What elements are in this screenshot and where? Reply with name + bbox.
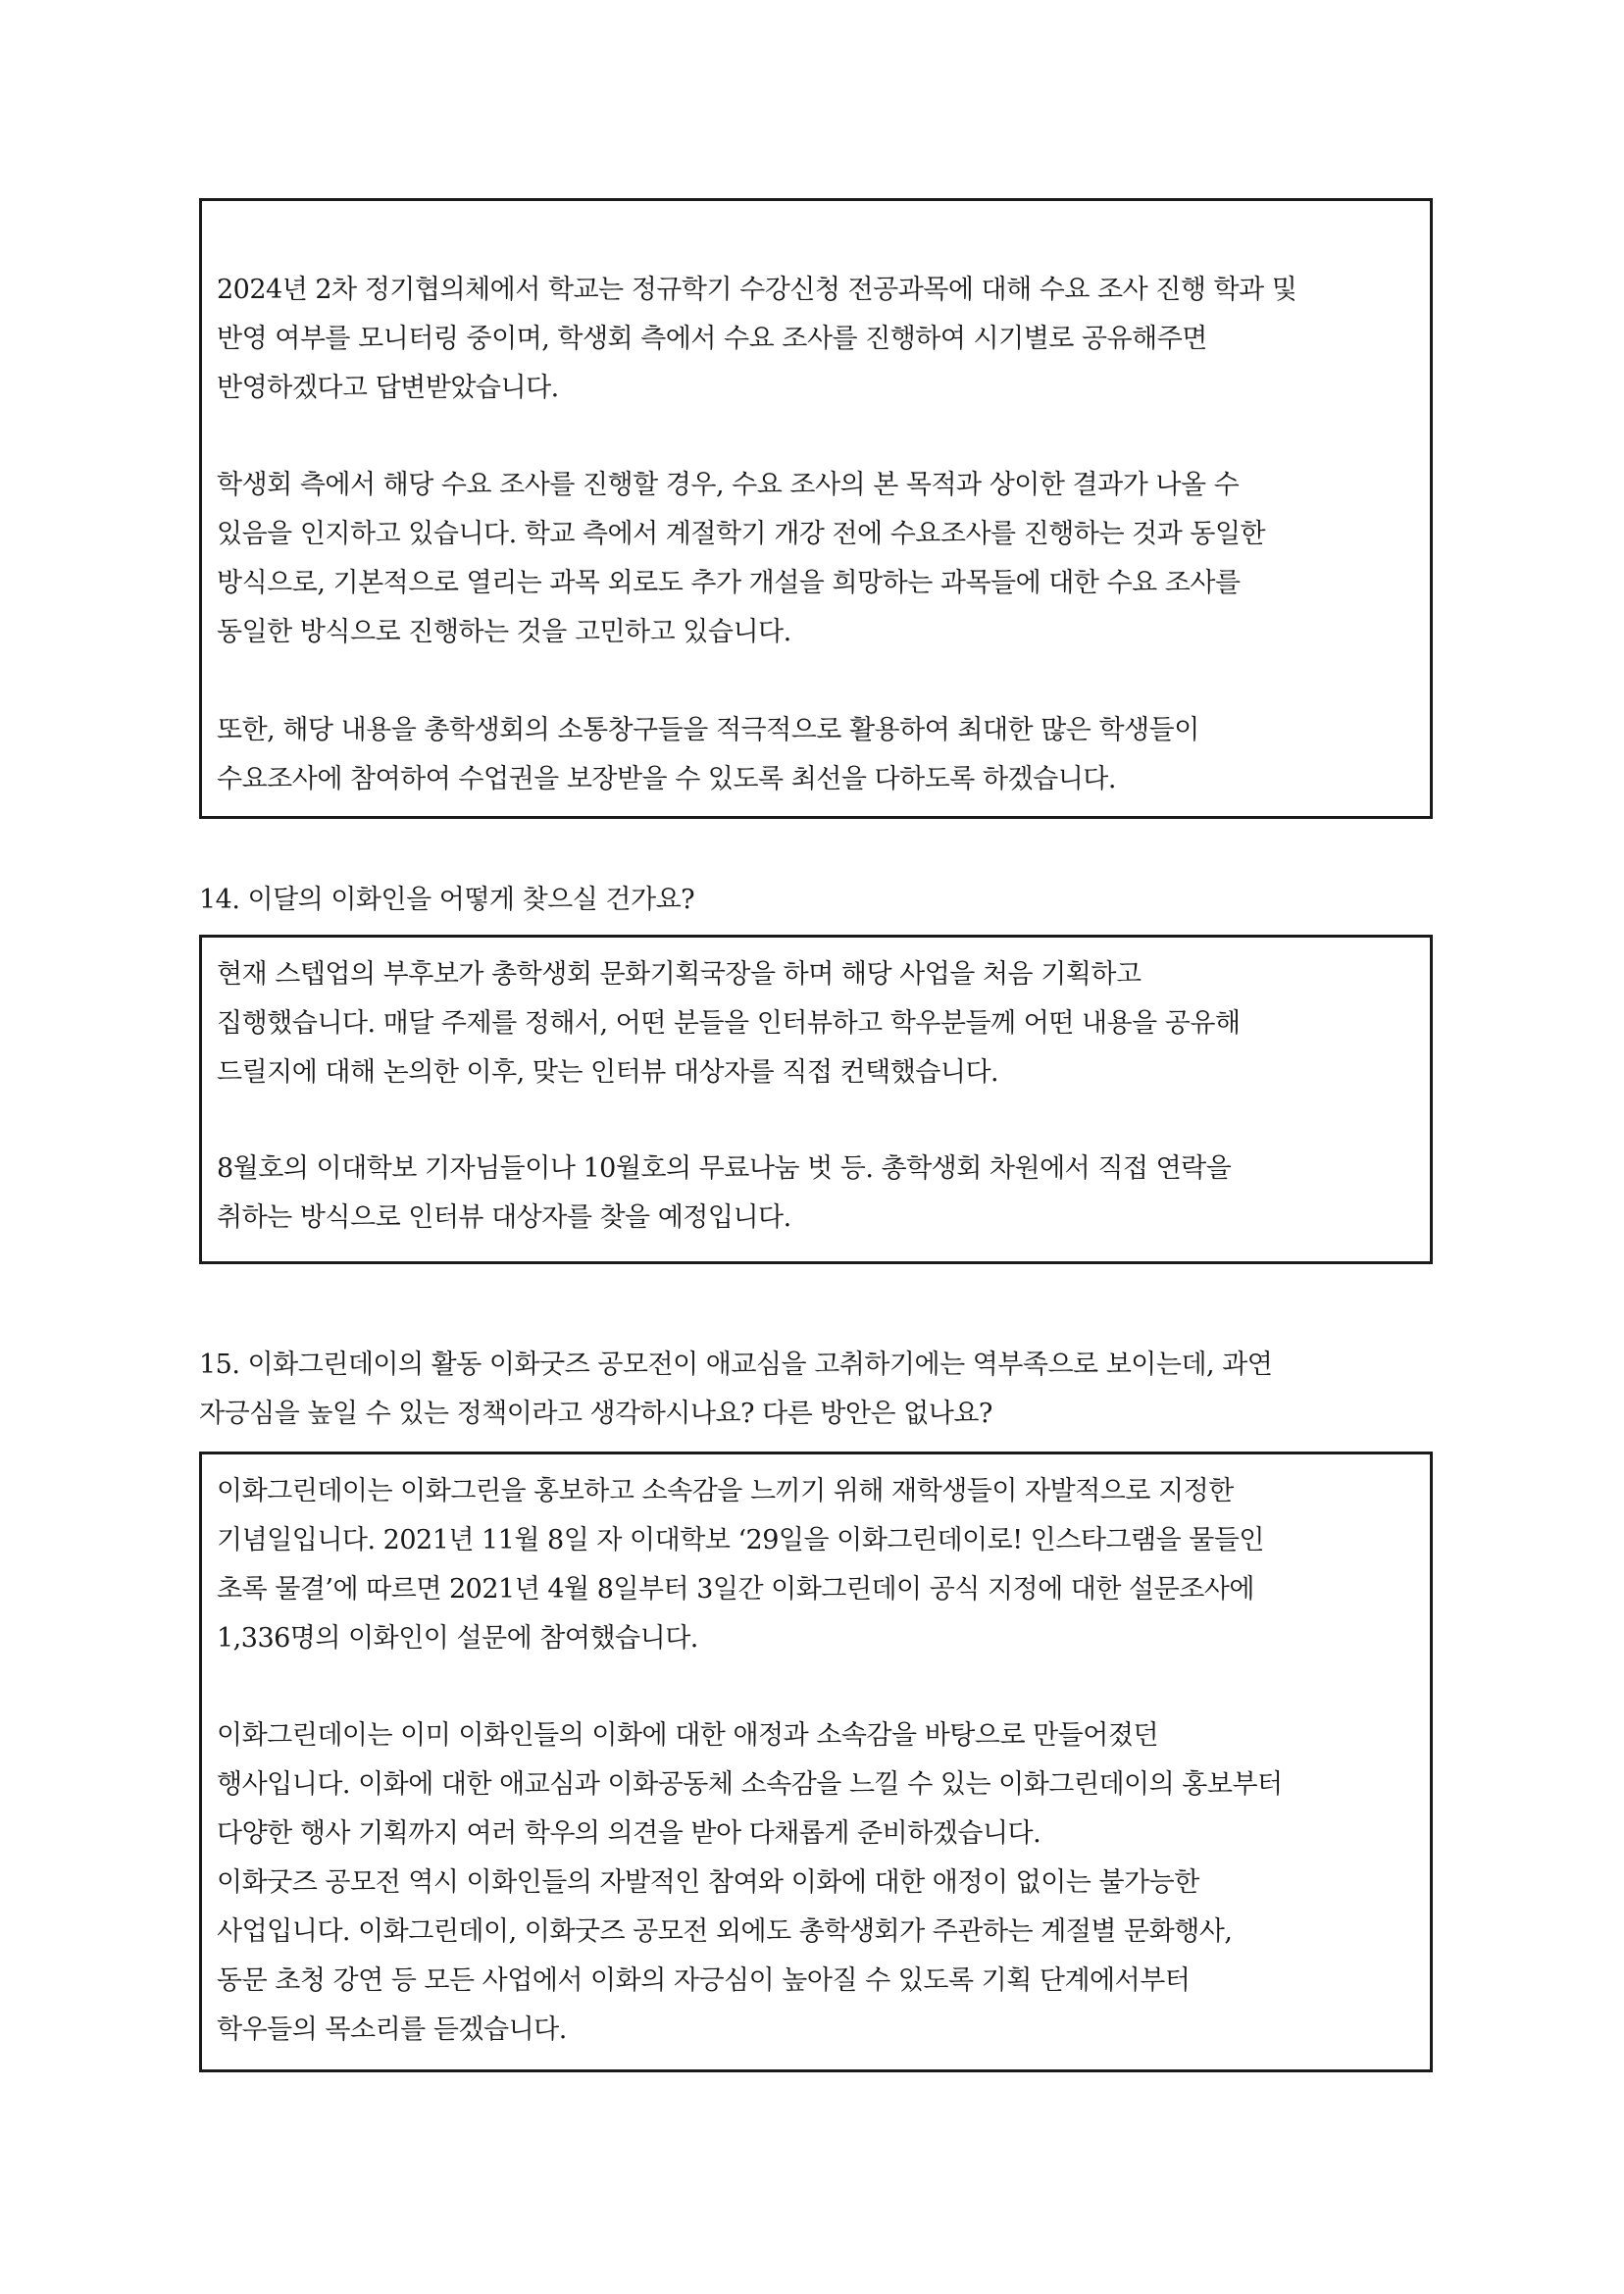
answer-text-line: 방식으로, 기본적으로 열리는 과목 외로도 추가 개설을 희망하는 과목들에 대한 수요 조사를	[217, 568, 1241, 598]
question-text-line: 14. 이달의 이화인을 어떻게 찾으실 건가요?	[199, 885, 695, 915]
question-15	[199, 1348, 1474, 1446]
answer-box-14	[199, 935, 1433, 1264]
answer-text-line: 드릴지에 대해 논의한 이후, 맞는 인터뷰 대상자를 직접 컨택했습니다.	[217, 1057, 999, 1088]
answer-text-line: 이화그린데이는 이화그린을 홍보하고 소속감을 느끼기 위해 재학생들이 자발적으로 지정한	[217, 1476, 1234, 1506]
answer-text-line: 또한, 해당 내용을 총학생회의 소통창구들을 적극적으로 활용하여 최대한 많은 학생들이	[217, 715, 1199, 745]
question-14	[199, 883, 1474, 932]
answer-text-line: 기념일입니다. 2021년 11월 8일 자 이대학보 ‘29일을 이화그린데이로! 인스타그램을 물들인	[217, 1525, 1264, 1555]
answer-text-line: 행사입니다. 이화에 대한 애교심과 이화공동체 소속감을 느낄 수 있는 이화그린데이의 홍보부터	[217, 1769, 1283, 1800]
answer-text-line: 2024년 2차 정기협의체에서 학교는 정규학기 수강신청 전공과목에 대해 수요 조사 진행 학과 및	[217, 275, 1297, 305]
answer-text-line: 동문 초청 강연 등 모든 사업에서 이화의 자긍심이 높아질 수 있도록 기획 단계에서부터	[217, 1965, 1191, 1996]
answer-text-line: 학우들의 목소리를 듣겠습니다.	[217, 2014, 567, 2045]
answer-text-line: 이화그린데이는 이미 이화인들의 이화에 대한 애정과 소속감을 바탕으로 만들어졌던	[217, 1720, 1159, 1751]
answer-text-line: 다양한 행사 기획까지 여러 학우의 의견을 받아 다채롭게 준비하겠습니다.	[217, 1818, 1041, 1849]
answer-text-line: 1,336명의 이화인이 설문에 참여했습니다.	[217, 1623, 698, 1654]
answer-box-15	[199, 1452, 1433, 2072]
answer-text-line: 있음을 인지하고 있습니다. 학교 측에서 계절학기 개강 전에 수요조사를 진행하는 것과 동일한	[217, 519, 1266, 549]
answer-text-line: 동일한 방식으로 진행하는 것을 고민하고 있습니다.	[217, 617, 791, 647]
question-text-line: 자긍심을 높일 수 있는 정책이라고 생각하시나요? 다른 방안은 없나요?	[199, 1399, 992, 1429]
answer-text-line: 집행했습니다. 매달 주제를 정해서, 어떤 분들을 인터뷰하고 학우분들께 어떤 내용을 공유해	[217, 1008, 1241, 1039]
answer-text-line: 반영하겠다고 답변받았습니다.	[217, 373, 559, 403]
answer-text-line: 현재 스텝업의 부후보가 총학생회 문화기획국장을 하며 해당 사업을 처음 기획하고	[217, 959, 1142, 990]
answer-box-13-continued	[199, 198, 1433, 819]
answer-text-line: 취하는 방식으로 인터뷰 대상자를 찾을 예정입니다.	[217, 1202, 791, 1233]
answer-text-line: 수요조사에 참여하여 수업권을 보장받을 수 있도록 최선을 다하도록 하겠습니다.	[217, 764, 1116, 794]
answer-text-line: 초록 물결’에 따르면 2021년 4월 8일부터 3일간 이화그린데이 공식 지정에 대한 설문조사에	[217, 1574, 1254, 1605]
answer-text-line: 사업입니다. 이화그린데이, 이화굿즈 공모전 외에도 총학생회가 주관하는 계절별 문화행사,	[217, 1916, 1233, 1947]
answer-text-line: 8월호의 이대학보 기자님들이나 10월호의 무료나눔 벗 등. 총학생회 차원에서 직접 연락을	[217, 1153, 1232, 1184]
answer-text-line: 반영 여부를 모니터링 중이며, 학생회 측에서 수요 조사를 진행하여 시기별로 공유해주면	[217, 324, 1207, 354]
answer-text-line: 이화굿즈 공모전 역시 이화인들의 자발적인 참여와 이화에 대한 애정이 없이는 불가능한	[217, 1867, 1199, 1898]
question-text-line: 15. 이화그린데이의 활동 이화굿즈 공모전이 애교심을 고취하기에는 역부족으로 보이는데, 과연	[199, 1350, 1273, 1380]
answer-text-line: 학생회 측에서 해당 수요 조사를 진행할 경우, 수요 조사의 본 목적과 상이한 결과가 나올 수	[217, 470, 1240, 500]
